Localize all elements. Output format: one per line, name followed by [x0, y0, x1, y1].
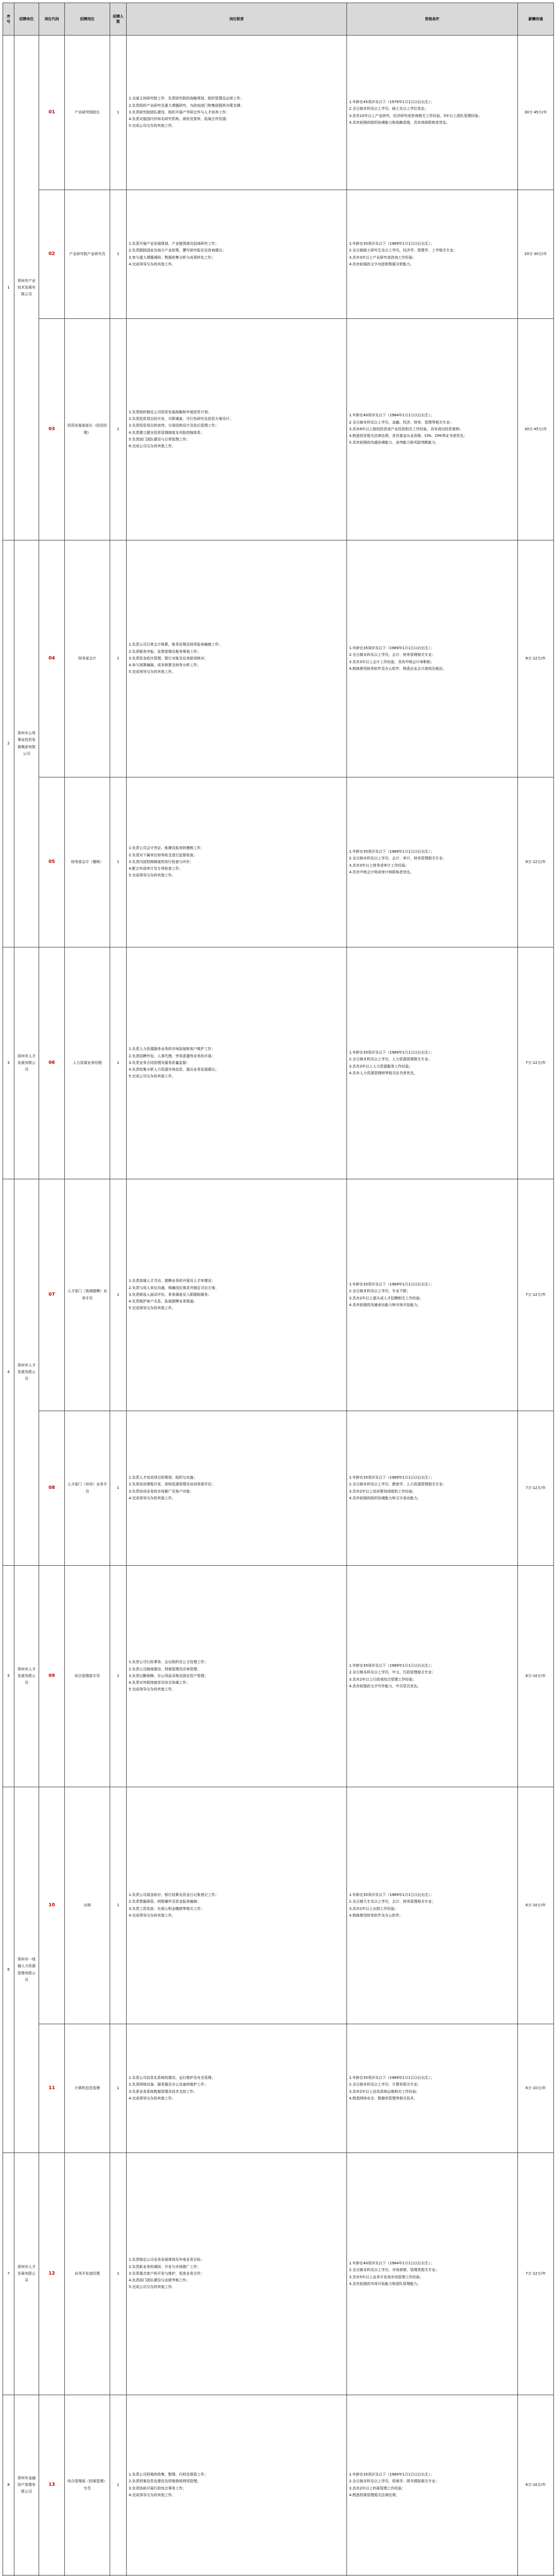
salary-cell: 30万-45万/年 — [518, 319, 554, 540]
requirement-line: 1.年龄在35周岁及以下（1989年1月1日以后出生）； — [349, 1663, 515, 1669]
duty-line: 4.负责建立健全投资管理制度及风险控制体系； — [129, 430, 344, 436]
requirement-line: 3.具有3年以上产业研究或咨询工作经验； — [349, 255, 515, 261]
requirement-line: 3.具有8年以上股权投资或产业投资相关工作经验，具有成功投资案例； — [349, 426, 515, 433]
duty-line: 3.负责重点客户的开发与维护，促进业务合作； — [129, 2270, 344, 2277]
headcount-cell: 1 — [110, 2024, 127, 2153]
requirement-line: 4.熟悉档案管理相关法律法规。 — [349, 2492, 515, 2499]
header-req: 资格条件 — [347, 3, 518, 36]
post-code-cell: 06 — [39, 947, 65, 1179]
duty-line: 3.负责后勤保障、办公用品采购及固定资产管理； — [129, 1673, 344, 1680]
requirement-line: 3.具有5年以上业务开发或市场管理工作经验； — [349, 2274, 515, 2281]
duty-line: 3.负责投资项目的谈判、交易结构设计及投后管理工作； — [129, 422, 344, 429]
duty-line: 6.完成公司交办的其他工作。 — [129, 443, 344, 450]
duty-line: 4.完成领导交办的其他工作。 — [129, 1912, 344, 1919]
duty-line: 3.负责资金收付管理、银行对账及往来款项核对； — [129, 655, 344, 662]
headcount-cell: 1 — [110, 1566, 127, 1787]
duty-line: 3.参与重大课题调研、数据收集分析与成果转化工作； — [129, 255, 344, 261]
duty-line: 2.负责与用人单位沟通，明确岗位需求并制定寻访方案； — [129, 1285, 344, 1292]
duty-line: 3.负责业务合同管理及服务质量监督； — [129, 1060, 344, 1066]
requirement-cell — [347, 190, 518, 319]
salary-cell: 30万-45万/年 — [518, 36, 554, 190]
duty-line: 2.负责培训课程开发、讲师资源管理及培训效果评估； — [129, 1481, 344, 1488]
duty-line: 1.负责公司会计凭证、账簿及报表的稽核工作； — [129, 845, 344, 852]
post-code-cell: 03 — [39, 319, 65, 540]
salary-cell: 7万-12万/年 — [518, 947, 554, 1179]
duty-line: 4.完成领导交办的其他工作。 — [129, 2095, 344, 2102]
header-unit: 招聘单位 — [14, 3, 39, 36]
recruitment-table — [3, 3, 554, 2576]
requirement-cell — [347, 2575, 518, 2576]
requirement-cell — [347, 1566, 518, 1787]
post-code-cell: 05 — [39, 777, 65, 947]
table-row — [3, 1566, 554, 1787]
duty-line: 5.负责部门团队建设与日常管理工作； — [129, 436, 344, 443]
post-code-cell: 02 — [39, 190, 65, 319]
salary-cell: 6万-10万/年 — [518, 1787, 554, 2024]
duty-line: 4.负责对外联络接待及综合协调工作； — [129, 1680, 344, 1686]
requirement-cell — [347, 1787, 518, 2024]
duty-line: 1.负责开展产业发展规划、产业链图谱及招商研究工作； — [129, 241, 344, 247]
requirement-cell — [347, 2395, 518, 2575]
requirement-line: 3.具有3年以上会计工作经验，具有中级会计师职称； — [349, 659, 515, 666]
requirement-line: 1.年龄在35周岁及以下（1989年1月1日以后出生）； — [349, 1892, 515, 1899]
requirement-line: 4.具有较强的文字功底和数据分析能力。 — [349, 261, 515, 268]
headcount-cell: 1 — [110, 1787, 127, 2024]
duty-line: 2.负责新业务的调研、开发与市场推广工作； — [129, 2264, 344, 2270]
post-name-cell: 财务部会计 — [65, 540, 110, 777]
requirement-line: 2.全日制本科及以上学历，会计、审计、财务管理相关专业； — [349, 855, 515, 862]
duty-line: 5.完成领导交办的其他工作。 — [129, 1305, 344, 1312]
requirement-line: 2.全日制本科及以上学历，会计、财务管理相关专业； — [349, 652, 515, 658]
post-name-cell: 人才部门（培训）业务专员 — [65, 1411, 110, 1566]
post-name-cell — [65, 2575, 110, 2576]
seq-cell: 7 — [3, 2153, 14, 2395]
seq-cell: 2 — [3, 540, 14, 947]
requirement-line: 2.全日制本科及以上学历，人力资源管理相关专业； — [349, 1056, 515, 1063]
unit-cell: 郑州市一线通人力资源管理有限公司 — [14, 1787, 39, 2153]
post-code-cell: 13 — [39, 2395, 65, 2575]
headcount-cell: 1 — [110, 777, 127, 947]
post-name-cell: 产业研究院产业研究员 — [65, 190, 110, 319]
seq-cell: 4 — [3, 1179, 14, 1566]
duty-line: 4.负责部门团队建设与业绩考核工作； — [129, 2277, 344, 2284]
duty-line: 1.负责公司现金收付、银行结算及资金日记账登记工作； — [129, 1892, 344, 1899]
requirement-line: 4.具有人力资源管理师等相关证书者优先。 — [349, 1070, 515, 1077]
requirement-line: 3.具有2年以上行政或综合管理工作经验； — [349, 1676, 515, 1683]
requirement-cell — [347, 1411, 518, 1566]
requirement-line: 4.具有中级会计师或审计师职称者优先。 — [349, 869, 515, 876]
seq-cell — [3, 2575, 14, 2576]
post-name-cell: 财务部会计（稽核） — [65, 777, 110, 947]
headcount-cell: 1 — [110, 190, 127, 319]
header-pay: 薪酬待遇 — [518, 3, 554, 36]
salary-cell: 7万-12万/年 — [518, 1411, 554, 1566]
table-row — [3, 2153, 554, 2395]
table-row — [3, 1179, 554, 1411]
headcount-cell: 1 — [110, 2153, 127, 2395]
duty-line: 1.负责公司档案的收集、整理、归档及保管工作； — [129, 2471, 344, 2478]
duty-line: 5.完成领导交办的其他工作。 — [129, 669, 344, 675]
post-name-cell: 综合管理部（档案管理）专员 — [65, 2395, 110, 2575]
table-row — [3, 1787, 554, 2024]
seq-cell: 8 — [3, 2395, 14, 2575]
requirement-line: 3.具有3年以上人力资源服务工作经验； — [349, 1063, 515, 1070]
header-duty: 岗位职责 — [127, 3, 347, 36]
unit-cell: 郑州市金融资产管理有限公司 — [14, 2395, 39, 2575]
requirement-line: 1.年龄在40周岁及以下（1984年1月1日以后出生）； — [349, 2260, 515, 2267]
post-code-cell: 08 — [39, 1411, 65, 1566]
requirement-line: 4.熟练使用财务软件及办公软件。 — [349, 1912, 515, 1919]
duty-line: 5.完成公司交办的其他工作。 — [129, 123, 344, 129]
duty-line: 4.参与预算编制、成本核算及财务分析工作； — [129, 662, 344, 669]
requirement-line: 4.具有较强的组织协调能力和战略思维，具有高级职称者优先。 — [349, 120, 515, 126]
post-name-cell: 计算机信息管理 — [65, 2024, 110, 2153]
requirement-cell — [347, 2153, 518, 2395]
requirement-line: 3.具有2年以上信息系统运维相关工作经验； — [349, 2089, 515, 2095]
requirement-line: 1.年龄在35周岁及以下（1989年1月1日以后出生）； — [349, 1475, 515, 1481]
duty-line: 2.负责票据保管、网银操作及资金报表编制； — [129, 1899, 344, 1905]
table-row — [3, 2575, 554, 2576]
duty-cell — [127, 777, 347, 947]
duty-line: 4.负责收集分析人力资源市场信息，提出业务发展建议； — [129, 1066, 344, 1073]
requirement-cell — [347, 319, 518, 540]
requirement-line: 1.年龄在45周岁及以下（1979年1月1日以后出生）； — [349, 99, 515, 106]
table-row — [3, 1411, 554, 1566]
duty-line: 4.负责维护客户关系，拓展猎聘业务渠道； — [129, 1298, 344, 1305]
duty-line: 2.负责对下属单位财务收支进行监督检查； — [129, 852, 344, 859]
requirement-line: 4.熟悉网络安全、数据库管理等相关技术。 — [349, 2095, 515, 2102]
duty-line: 4.完成领导交办的其他工作。 — [129, 2492, 344, 2499]
duty-line: 1.负责人才培训项目的策划、组织与实施； — [129, 1475, 344, 1481]
requirement-line: 2.全日制本科及以上学历，硕士及以上学位优先； — [349, 106, 515, 112]
header-code: 岗位代码 — [39, 3, 65, 36]
duty-line: 3.负责业务系统数据管理及技术支持工作； — [129, 2089, 344, 2095]
seq-cell: 6 — [3, 1787, 14, 2153]
headcount-cell: 1 — [110, 947, 127, 1179]
duty-line: 3.负责内部控制制度的执行检查与评价； — [129, 859, 344, 866]
duty-line: 5.完成公司交办的其他工作。 — [129, 2284, 344, 2291]
duty-line: 1.负责制定公司业务发展规划及年度业务目标； — [129, 2257, 344, 2263]
requirement-line: 4.具有较强的组织协调能力和文字表达能力。 — [349, 1495, 515, 1502]
duty-line: 3.负责工资发放、社保公积金缴纳等相关工作； — [129, 1906, 344, 1912]
duty-line: 2.负责网络设备、服务器及办公设备的维护工作； — [129, 2081, 344, 2088]
duty-line: 3.负责研究院团队建设，组织开展产学研合作与人才培养工作； — [129, 109, 344, 116]
duty-line: 4.负责对接国内外知名研究机构、高校及智库，拓展合作资源； — [129, 116, 344, 123]
requirement-line: 2.全日制本科及以上学历，市场营销、管理类相关专业； — [349, 2267, 515, 2274]
header-post: 招聘岗位 — [65, 3, 110, 36]
duty-line: 2.负责组织产业研究及重大课题研究，为政府部门和集团提供决策支撑； — [129, 103, 344, 109]
requirement-line: 4.熟悉投资相关法律法规，具有基金从业资格、CFA、CPA等证书者优先； — [349, 433, 515, 439]
table-row — [3, 947, 554, 1179]
duty-cell — [127, 1566, 347, 1787]
duty-line: 3.负责协助开展行政综合事务工作； — [129, 2485, 344, 2492]
table-body — [3, 36, 554, 2576]
requirement-line: 3.具有2年以上猎头或人才招聘相关工作经验； — [349, 1295, 515, 1302]
requirement-line: 3.具有2年以上培训策划或组织工作经验； — [349, 1488, 515, 1495]
duty-line: 5.完成领导交办的其他工作。 — [129, 872, 344, 879]
salary-cell: 6万-10万/年 — [518, 2395, 554, 2575]
duty-line: 2.负责档案信息化建设及档案借阅利用管理； — [129, 2478, 344, 2485]
requirement-line: 1.年龄在35周岁及以下（1989年1月1日以后出生）； — [349, 645, 515, 652]
duty-line: 1.负责公司行政事务、会议组织及公文处理工作； — [129, 1659, 344, 1666]
duty-cell — [127, 1179, 347, 1411]
post-code-cell: 04 — [39, 540, 65, 777]
post-name-cell: 投资发展部部长（投资经理） — [65, 319, 110, 540]
post-code-cell: 11 — [39, 2024, 65, 2153]
requirement-cell — [347, 777, 518, 947]
salary-cell: 6万-10万/年 — [518, 2024, 554, 2153]
unit-cell: 郑州市人才发展有限公司 — [14, 2153, 39, 2395]
headcount-cell: 1 — [110, 319, 127, 540]
duty-line: 4.配合外部审计及专项检查工作； — [129, 866, 344, 872]
requirement-cell — [347, 36, 518, 190]
headcount-cell — [110, 2575, 127, 2576]
post-code-cell: 10 — [39, 1787, 65, 2024]
duty-cell — [127, 319, 347, 540]
header-num: 招聘人数 — [110, 3, 127, 36]
duty-cell — [127, 947, 347, 1179]
headcount-cell: 1 — [110, 1411, 127, 1566]
post-name-cell: 产业研究院院长 — [65, 36, 110, 190]
header-row — [3, 3, 554, 36]
requirement-line: 2.全日制本科及以上学历，计算机相关专业； — [349, 2081, 515, 2088]
duty-line: 2.负责跟踪国家及地方产业政策，撰写研究报告及咨询建议； — [129, 247, 344, 254]
header-seq: 序号 — [3, 3, 14, 36]
duty-cell — [127, 1787, 347, 2024]
requirement-line: 2.全日制本科及以上学历，专业不限； — [349, 1288, 515, 1295]
salary-cell: 7万-12万/年 — [518, 2153, 554, 2395]
requirement-cell — [347, 947, 518, 1179]
requirement-line: 1.年龄在35周岁及以下（1989年1月1日以后出生）； — [349, 1049, 515, 1056]
duty-cell — [127, 2024, 347, 2153]
post-code-cell: 07 — [39, 1179, 65, 1411]
duty-line: 5.完成领导交办的其他工作。 — [129, 1686, 344, 1693]
headcount-cell: 1 — [110, 540, 127, 777]
duty-line: 1.负责公司日常会计核算、账务处理及财务报表编制工作； — [129, 641, 344, 648]
duty-line: 4.完成领导交办的其他工作。 — [129, 261, 344, 268]
salary-cell — [518, 2575, 554, 2576]
table-row — [3, 36, 554, 190]
requirement-line: 3.具有2年以上档案管理工作经验； — [349, 2485, 515, 2492]
post-code-cell — [39, 2575, 65, 2576]
salary-cell: 20万-30万/年 — [518, 190, 554, 319]
unit-cell: 郑州市产业技术发展有限公司 — [14, 36, 39, 540]
requirement-line: 2.全日制大专及以上学历，会计、财务管理相关专业； — [349, 1899, 515, 1905]
requirement-line: 2.全日制本科及以上学历，中文、行政管理相关专业； — [349, 1669, 515, 1676]
requirement-line: 1.年龄在35周岁及以下（1989年1月1日以后出生）； — [349, 2075, 515, 2081]
duty-line: 2.负责招聘外包、人事代理、劳务派遣等业务的开展； — [129, 1053, 344, 1060]
duty-line: 1.负责高端人才寻访、猎聘业务的开展及人才库建设； — [129, 1278, 344, 1284]
headcount-cell: 1 — [110, 36, 127, 190]
duty-line: 3.负责候选人面试评估、背景调查及入职跟踪服务； — [129, 1292, 344, 1298]
table-row — [3, 190, 554, 319]
duty-cell — [127, 540, 347, 777]
post-code-cell: 12 — [39, 2153, 65, 2395]
table-row — [3, 540, 554, 777]
duty-cell — [127, 2153, 347, 2395]
duty-line: 1.负责公司信息化系统的建设、运行维护及安全管理； — [129, 2075, 344, 2081]
requirement-line: 1.年龄在40周岁及以下（1984年1月1日以后出生）； — [349, 412, 515, 419]
post-code-cell: 01 — [39, 36, 65, 190]
table-row — [3, 777, 554, 947]
headcount-cell: 1 — [110, 1179, 127, 1411]
unit-cell: 郑州市人才发展有限公司 — [14, 1179, 39, 1566]
requirement-line: 4.熟练使用财务软件及办公软件，熟悉企业会计准则及税法。 — [349, 666, 515, 672]
requirement-cell — [347, 2024, 518, 2153]
duty-line: 5.完成公司交办的其他工作。 — [129, 1073, 344, 1080]
requirement-line: 3.具有3年以上财务或审计工作经验； — [349, 862, 515, 869]
seq-cell: 5 — [3, 1566, 14, 1787]
table-row — [3, 2395, 554, 2575]
unit-cell — [14, 2575, 39, 2576]
requirement-line: 4.具有较强的沟通表达能力和市场开拓能力。 — [349, 1302, 515, 1309]
duty-line: 2.负责公司制度建设、档案管理及印章管理； — [129, 1666, 344, 1673]
salary-cell: 7万-12万/年 — [518, 1179, 554, 1411]
requirement-line: 1.年龄在35周岁及以下（1989年1月1日以后出生）； — [349, 2471, 515, 2478]
requirement-line: 2.全日制本科及以上学历，教育学、人力资源管理相关专业； — [349, 1481, 515, 1488]
requirement-line: 2.全日制本科及以上学历，档案学、图书情报相关专业； — [349, 2478, 515, 2485]
requirement-cell — [347, 540, 518, 777]
requirement-line: 2.全日制硕士研究生及以上学历，经济学、管理学、工学相关专业； — [349, 247, 515, 254]
unit-cell: 郑州市人才发展有限公司 — [14, 947, 39, 1179]
seq-cell: 3 — [3, 947, 14, 1179]
seq-cell: 1 — [3, 36, 14, 540]
headcount-cell: 1 — [110, 2395, 127, 2575]
post-name-cell: 人才部门（高端猎聘）业务专员 — [65, 1179, 110, 1411]
unit-cell: 郑州市公用事业投资发展集团有限公司 — [14, 540, 39, 947]
requirement-line: 4.具有较强的文字写作能力，中共党员优先。 — [349, 1683, 515, 1690]
duty-line: 1.全面主持研究院工作，负责研究院的战略规划、组织管理及运营工作； — [129, 95, 344, 102]
requirement-line: 1.年龄在35周岁及以下（1989年1月1日以后出生）； — [349, 241, 515, 247]
duty-line: 2.负责投资项目的开发、尽职调查、可行性研究及投资方案设计； — [129, 416, 344, 422]
requirement-line: 4.具有较强的市场开拓能力和团队管理能力。 — [349, 2281, 515, 2287]
duty-line: 1.负责组织制定公司投资发展战略和年度投资计划； — [129, 409, 344, 416]
requirement-line: 1.年龄在35周岁及以下（1989年1月1日以后出生）； — [349, 849, 515, 855]
salary-cell: 8万-12万/年 — [518, 540, 554, 777]
duty-line: 1.负责人力资源服务业务的市场拓展和客户维护工作； — [129, 1046, 344, 1053]
post-name-cell: 出纳 — [65, 1787, 110, 2024]
requirement-line: 1.年龄在35周岁及以下（1989年1月1日以后出生）； — [349, 1281, 515, 1288]
table-row — [3, 2024, 554, 2153]
salary-cell: 6万-10万/年 — [518, 1566, 554, 1787]
duty-cell — [127, 36, 347, 190]
post-name-cell: 人力资源业务经理 — [65, 947, 110, 1179]
duty-cell — [127, 2575, 347, 2576]
post-name-cell: 综合管理部专员 — [65, 1566, 110, 1787]
requirement-cell — [347, 1179, 518, 1411]
duty-cell — [127, 2395, 347, 2575]
requirement-line: 5.具有较强的沟通协调能力、谈判能力和风险判断能力。 — [349, 439, 515, 446]
duty-line: 4.完成领导交办的其他工作。 — [129, 1495, 344, 1502]
requirement-line: 2.全日制本科及以上学历，金融、经济、财务、管理等相关专业； — [349, 419, 515, 426]
salary-cell: 8万-12万/年 — [518, 777, 554, 947]
table-row — [3, 319, 554, 540]
post-name-cell: 业务开发部经理 — [65, 2153, 110, 2395]
duty-cell — [127, 190, 347, 319]
requirement-line: 3.具有2年以上出纳工作经验； — [349, 1906, 515, 1912]
duty-line: 2.负责税务申报、发票管理及税务筹划工作； — [129, 649, 344, 655]
duty-line: 3.负责培训业务的市场推广及客户对接； — [129, 1488, 344, 1495]
post-code-cell: 09 — [39, 1566, 65, 1787]
duty-cell — [127, 1411, 347, 1566]
unit-cell: 郑州市人才发展有限公司 — [14, 1566, 39, 1787]
requirement-line: 3.具有10年以上产业研究、经济研究或咨询相关工作经验，5年以上团队管理经验； — [349, 113, 515, 120]
